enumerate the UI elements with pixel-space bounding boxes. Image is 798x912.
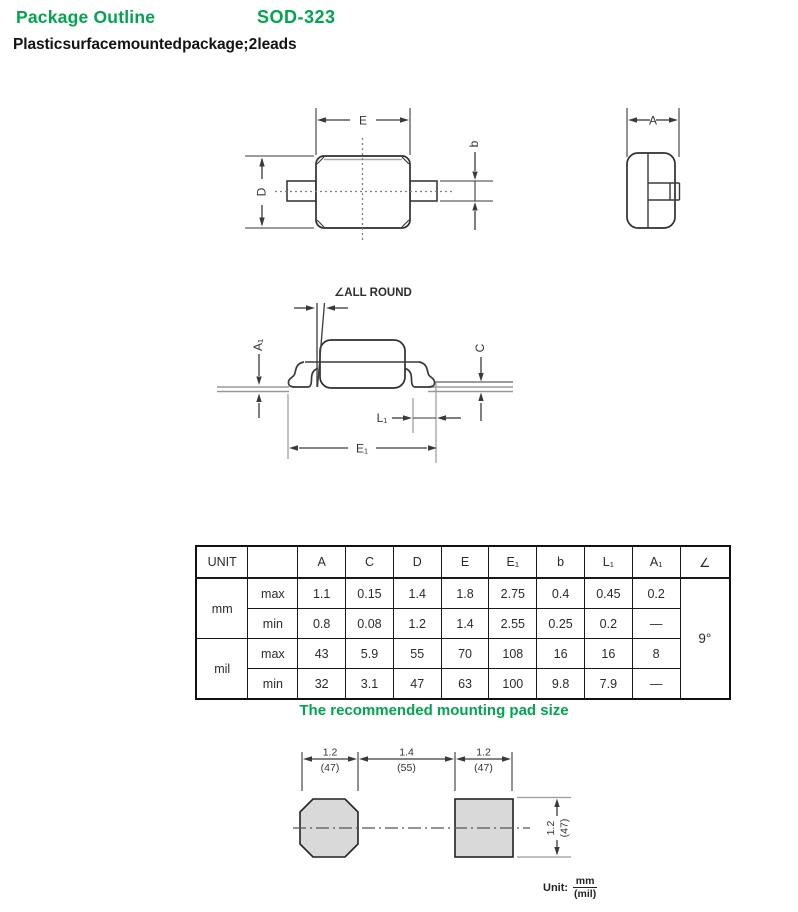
header-unit: UNIT [196,546,248,578]
cell: — [632,669,680,700]
cell: 9.8 [537,669,585,700]
header-b: b [537,546,585,578]
page-subtitle: Plastic surface mounted package; 2 leads [13,36,297,53]
cell: 1.8 [441,578,489,609]
cell: 16 [537,639,585,669]
pad-dim-height [545,799,571,856]
unit-mm: mm [196,578,248,639]
cell: 7.9 [584,669,632,700]
dim-a [627,108,679,157]
cell: 63 [441,669,489,700]
package-body-end [627,153,675,228]
cell: 0.08 [346,609,394,639]
unit-numerator: mm [575,875,595,887]
end-view-drawing [627,108,680,228]
row-label: min [248,609,298,639]
pad-dim-mil: (55) [397,762,416,774]
header-e: E [441,546,489,578]
dim-a1 [251,339,265,418]
header-d: D [393,546,441,578]
row-label: max [248,639,298,669]
cell: 0.4 [537,578,585,609]
cell: 0.45 [584,578,632,609]
table-row [196,639,730,669]
cell: 2.75 [489,578,537,609]
unit-note [543,875,597,900]
dimensions-table [195,545,731,700]
dim-b [440,140,493,230]
dim-label-a1: A₁ [251,338,266,352]
lead-right [410,181,437,201]
cell: 1.4 [393,578,441,609]
cell: — [632,609,680,639]
table-row [196,578,730,609]
package-body-side [320,340,405,388]
dim-label-d: D [254,187,269,197]
cell: 5.9 [346,639,394,669]
unit-denominator: (mil) [574,888,597,901]
angle-note-label: ∠ALL ROUND [334,287,412,299]
cell: 0.8 [298,609,346,639]
cell: 1.4 [441,609,489,639]
unit-fraction [573,875,597,900]
dim-label-a: A [648,113,658,128]
pad-dim-mm: 1.2 [476,746,491,759]
unit-note-label: Unit: [543,881,569,894]
dim-label-e1: E₁ [355,441,369,456]
cell: 0.2 [632,578,680,609]
page-title: Package Outline [16,7,156,27]
row-label: max [248,578,298,609]
cell: 47 [393,669,441,700]
angle-value-cell: 9° [680,578,730,699]
table-row [196,609,730,639]
header-a1: A₁ [632,546,680,578]
gullwing-lead-right [405,362,435,387]
cell: 0.25 [537,609,585,639]
package-top-and-end-view-drawing [230,95,700,265]
header-c: C [346,546,394,578]
cell: 3.1 [346,669,394,700]
package-side-profile-drawing [215,275,525,470]
pad-dim-left [303,747,357,775]
pad-dim-center [359,747,454,775]
cell: 2.55 [489,609,537,639]
pad-height-mil: (47) [558,818,571,838]
cell: 32 [298,669,346,700]
pad-dim-mil: (47) [474,762,493,774]
header-e1: E₁ [489,546,537,578]
pad-dim-mm: 1.2 [322,746,338,759]
dim-label-c: C [473,343,488,353]
dim-e1 [289,442,437,456]
dim-l1 [377,411,461,425]
dim-label-e: E [358,113,368,128]
cell: 1.2 [393,609,441,639]
row-label: min [248,669,298,700]
cell: 0.2 [584,609,632,639]
cell: 1.1 [298,578,346,609]
header-blank [248,546,298,578]
dim-label-b: b [467,140,482,148]
header-a: A [298,546,346,578]
dim-label-l1: L₁ [376,411,388,425]
header-l1: L₁ [584,546,632,578]
pad-height-mm: 1.2 [544,820,557,836]
pad-dim-mm: 1.4 [399,746,414,759]
top-view-drawing [245,108,493,243]
table-row [196,669,730,700]
gullwing-lead-left [288,362,318,387]
table-header-row [196,546,730,578]
unit-mil: mil [196,639,248,700]
cell: 100 [489,669,537,700]
mounting-pad-heading: The recommended mounting pad size [299,702,569,719]
pad-dim-right [456,747,511,775]
cell: 8 [632,639,680,669]
cell: 0.15 [346,578,394,609]
mounting-pad-drawing [280,745,610,895]
pad-dim-mil: (47) [320,762,340,774]
cell: 16 [584,639,632,669]
package-name: SOD-323 [257,7,336,27]
cell: 43 [298,639,346,669]
cell: 55 [393,639,441,669]
dim-e [316,108,410,155]
header-angle: ∠ [680,546,730,578]
cell: 108 [489,639,537,669]
cell: 70 [441,639,489,669]
